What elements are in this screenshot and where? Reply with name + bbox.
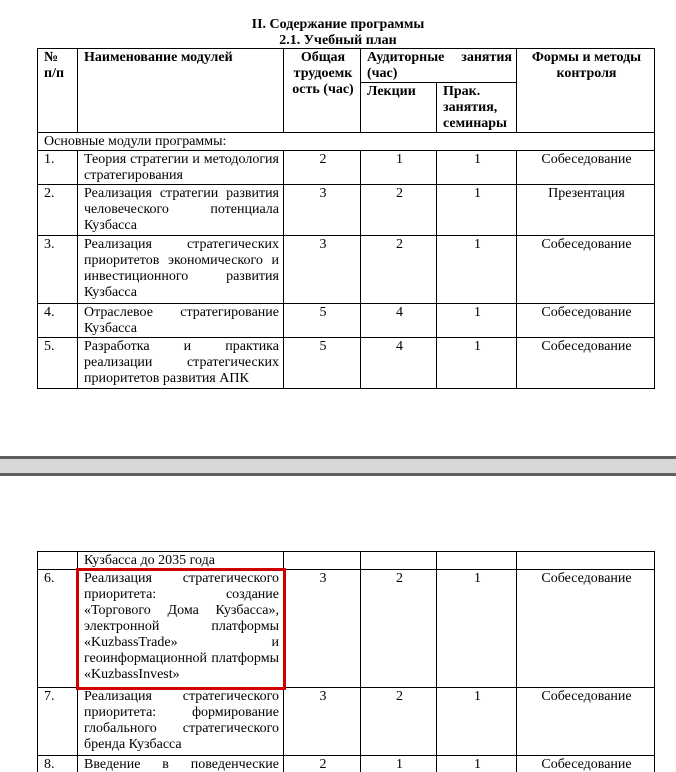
header-total: Общая трудоемк ость (час) xyxy=(284,49,361,133)
row-lectures: 4 xyxy=(361,338,437,389)
row-lectures: 4 xyxy=(361,304,437,338)
row-practice: 1 xyxy=(437,756,517,772)
row-lectures: 2 xyxy=(361,236,437,304)
continuation-text: Кузбасса до 2035 года xyxy=(78,552,284,570)
curriculum-table xyxy=(37,48,655,389)
row-lectures: 1 xyxy=(361,756,437,772)
row-lectures: 2 xyxy=(361,570,437,688)
header-forms: Формы и методы контроля xyxy=(517,49,655,133)
row-name: Теория стратегии и методология стратегирования xyxy=(78,151,284,185)
table-row xyxy=(38,756,655,772)
row-total: 3 xyxy=(284,236,361,304)
header-practice: Прак. занятия, семинары xyxy=(437,83,517,133)
table-row xyxy=(38,185,655,236)
highlighted-row-name: Реализация стратегического приоритета: создание «Торгового Дома Кузбасса», электронной платформы «KuzbassTrade» и геоинформационной платформы «KuzbassInvest» xyxy=(78,570,284,688)
subsection-title: 2.1. Учебный план xyxy=(279,33,397,48)
row-control: Собеседование xyxy=(517,236,655,304)
page-separator xyxy=(0,456,676,476)
row-num: 8. xyxy=(38,756,78,772)
row-num: 7. xyxy=(38,688,78,756)
row-num: 3. xyxy=(38,236,78,304)
row-control: Собеседование xyxy=(517,151,655,185)
row-name: Реализация стратегии развития человеческого потенциала Кузбасса xyxy=(78,185,284,236)
group-label: Основные модули программы: xyxy=(38,133,655,151)
row-total: 2 xyxy=(284,151,361,185)
row-control: Собеседование xyxy=(517,570,655,688)
table-row xyxy=(38,151,655,185)
row-control: Собеседование xyxy=(517,304,655,338)
row-control: Презентация xyxy=(517,185,655,236)
table-row xyxy=(38,570,655,688)
row-control: Собеседование xyxy=(517,688,655,756)
row-name: Отраслевое стратегирование Кузбасса xyxy=(78,304,284,338)
document-page-2 xyxy=(0,476,676,772)
table-row xyxy=(38,236,655,304)
row-num: 4. xyxy=(38,304,78,338)
row-control: Собеседование xyxy=(517,338,655,389)
row-name: Разработка и практика реализации стратегических приоритетов развития АПК xyxy=(78,338,284,389)
row-num: 1. xyxy=(38,151,78,185)
row-practice: 1 xyxy=(437,304,517,338)
table-row xyxy=(38,304,655,338)
row-practice: 1 xyxy=(437,688,517,756)
curriculum-table-continued xyxy=(37,551,655,772)
row-num: 5. xyxy=(38,338,78,389)
row-total: 3 xyxy=(284,185,361,236)
row-practice: 1 xyxy=(437,236,517,304)
row-total: 5 xyxy=(284,338,361,389)
table-row xyxy=(38,338,655,389)
row-total: 3 xyxy=(284,570,361,688)
row-practice: 1 xyxy=(437,185,517,236)
row-lectures: 2 xyxy=(361,185,437,236)
row-control: Собеседование xyxy=(517,756,655,772)
row-total: 2 xyxy=(284,756,361,772)
row-num: 2. xyxy=(38,185,78,236)
row-num: 6. xyxy=(38,570,78,688)
header-num: № п/п xyxy=(38,49,78,133)
section-title: II. Содержание программы xyxy=(251,17,425,32)
row-total: 3 xyxy=(284,688,361,756)
row-total: 5 xyxy=(284,304,361,338)
table-row xyxy=(38,688,655,756)
row-name: Реализация стратегического приоритета: формирование глобального стратегического бренда Кузбасса xyxy=(78,688,284,756)
header-name: Наименование модулей xyxy=(78,49,284,133)
row-name: Реализация стратегических приоритетов экономического и инвестиционного развития Кузбасса xyxy=(78,236,284,304)
header-auditory: Аудиторные занятия (час) xyxy=(361,49,517,83)
row-lectures: 1 xyxy=(361,151,437,185)
row-practice: 1 xyxy=(437,151,517,185)
row-lectures: 2 xyxy=(361,688,437,756)
row-name: Введение в поведенческие xyxy=(78,756,284,772)
row-practice: 1 xyxy=(437,338,517,389)
row-practice: 1 xyxy=(437,570,517,688)
header-lectures: Лекции xyxy=(361,83,437,133)
